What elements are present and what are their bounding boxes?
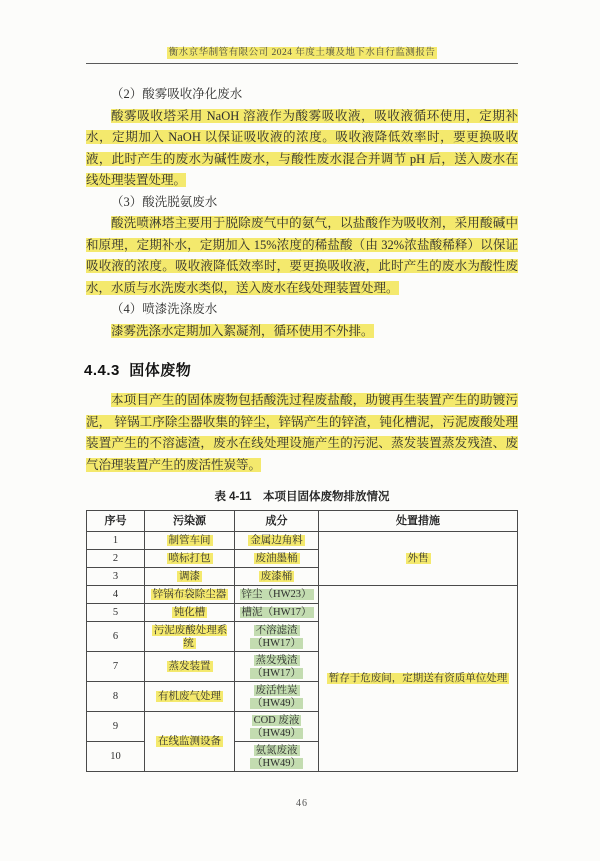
section-443-paragraph: [86, 390, 518, 476]
highlighted-text: 本项目产生的固体废物包括酸洗过程废盐酸，助镀再生装置产生的助镀污泥， 锌锅工序除尘器收集的锌尘，锌锅产生的锌渣，钝化槽泥，污泥废酸处理装置产生的不溶滤渣，废水在线处理设施产生的污泥、蒸发装置蒸发残渣、废气治理装置产生的废活性炭等。: [86, 393, 518, 472]
cell-component: 槽泥（HW17）: [235, 604, 319, 622]
cell-component: 蒸发残渣 （HW17）: [235, 652, 319, 682]
cell-no: 2: [87, 550, 145, 568]
table-header-row: [87, 511, 518, 532]
header-divider: [86, 63, 518, 64]
cell-no: 10: [87, 742, 145, 772]
highlighted-text: 酸雾吸收塔采用 NaOH 溶液作为酸雾吸收液，吸收液循环使用，定期补水，定期加入 NaOH 以保证吸收液的浓度。吸收液降低效率时，要更换吸收液，此时产生的废水为碱性废水，与酸性废水混合并调节 pH 后，送入废水在线处理装置处理。: [86, 108, 518, 187]
cell-component: 不溶滤渣 （HW17）: [235, 622, 319, 652]
section-title: 固体废物: [129, 362, 192, 379]
cell-source: 蒸发装置: [145, 652, 235, 682]
cell-component: 金属边角料: [235, 532, 319, 550]
cell-component: 氨氮废液 （HW49）: [235, 742, 319, 772]
col-header-source: 污染源: [145, 511, 235, 532]
table-caption: 表 4-11 本项目固体废物排放情况: [214, 491, 390, 503]
col-header-component: 成分: [235, 511, 319, 532]
subsection-3-paragraph: [86, 213, 518, 299]
cell-disposal-hazardous: 暂存于危废间，定期送有资质单位处理: [319, 586, 518, 772]
cell-no: 7: [87, 652, 145, 682]
cell-component: 废漆桶: [235, 568, 319, 586]
cell-source: 喷标打包: [145, 550, 235, 568]
cell-source: 锌锅布袋除尘器: [145, 586, 235, 604]
cell-source-merged: 在线监测设备: [145, 712, 235, 772]
cell-no: 3: [87, 568, 145, 586]
cell-source: 制管车间: [145, 532, 235, 550]
cell-no: 4: [87, 586, 145, 604]
cell-source: 钝化槽: [145, 604, 235, 622]
cell-no: 9: [87, 712, 145, 742]
cell-component: 锌尘（HW23）: [235, 586, 319, 604]
subsection-4-paragraph: [86, 321, 518, 343]
cell-component: 废油墨桶: [235, 550, 319, 568]
subsection-4-heading: （4）喷漆洗涤废水: [111, 302, 218, 316]
subsection-2-paragraph: [86, 106, 518, 192]
col-header-disposal: 处置措施: [319, 511, 518, 532]
col-header-no: 序号: [87, 511, 145, 532]
cell-disposal-sell: 外售: [319, 532, 518, 586]
cell-no: 6: [87, 622, 145, 652]
cell-source: 污泥废酸处理系统: [145, 622, 235, 652]
table-row: [87, 586, 518, 604]
cell-no: 8: [87, 682, 145, 712]
subsection-2-heading: （2）酸雾吸收净化废水: [111, 87, 243, 101]
highlighted-text: 漆雾洗涤水定期加入絮凝剂，循环使用不外排。: [111, 323, 374, 338]
highlighted-text: 酸洗喷淋塔主要用于脱除废气中的氨气，以盐酸作为吸收剂，采用酸碱中和原理，定期补水，定期加入 15%浓度的稀盐酸（由 32%浓盐酸稀释）以保证吸收液的浓度。吸收液降低效率时，要更换吸收液，此时产生的废水为酸性废水，水质与水洗废水类似，送入废水在线处理装置处理。: [86, 216, 518, 295]
subsection-3-heading: （3）酸洗脱氨废水: [111, 194, 218, 209]
section-number: 4.4.3: [84, 362, 120, 379]
cell-source: 调漆: [145, 568, 235, 586]
cell-no: 1: [87, 532, 145, 550]
running-header: [86, 44, 518, 64]
cell-no: 5: [87, 604, 145, 622]
running-header-title: 衡水京华制管有限公司 2024 年度土壤及地下水自行监测报告: [168, 48, 436, 58]
section-heading-443: [84, 359, 518, 380]
page-number: 46: [296, 798, 308, 809]
solid-waste-table: [86, 510, 518, 772]
cell-component: 废活性炭 （HW49）: [235, 682, 319, 712]
table-row: [87, 532, 518, 550]
cell-source: 有机废气处理: [145, 682, 235, 712]
cell-component: COD 废液 （HW49）: [235, 712, 319, 742]
